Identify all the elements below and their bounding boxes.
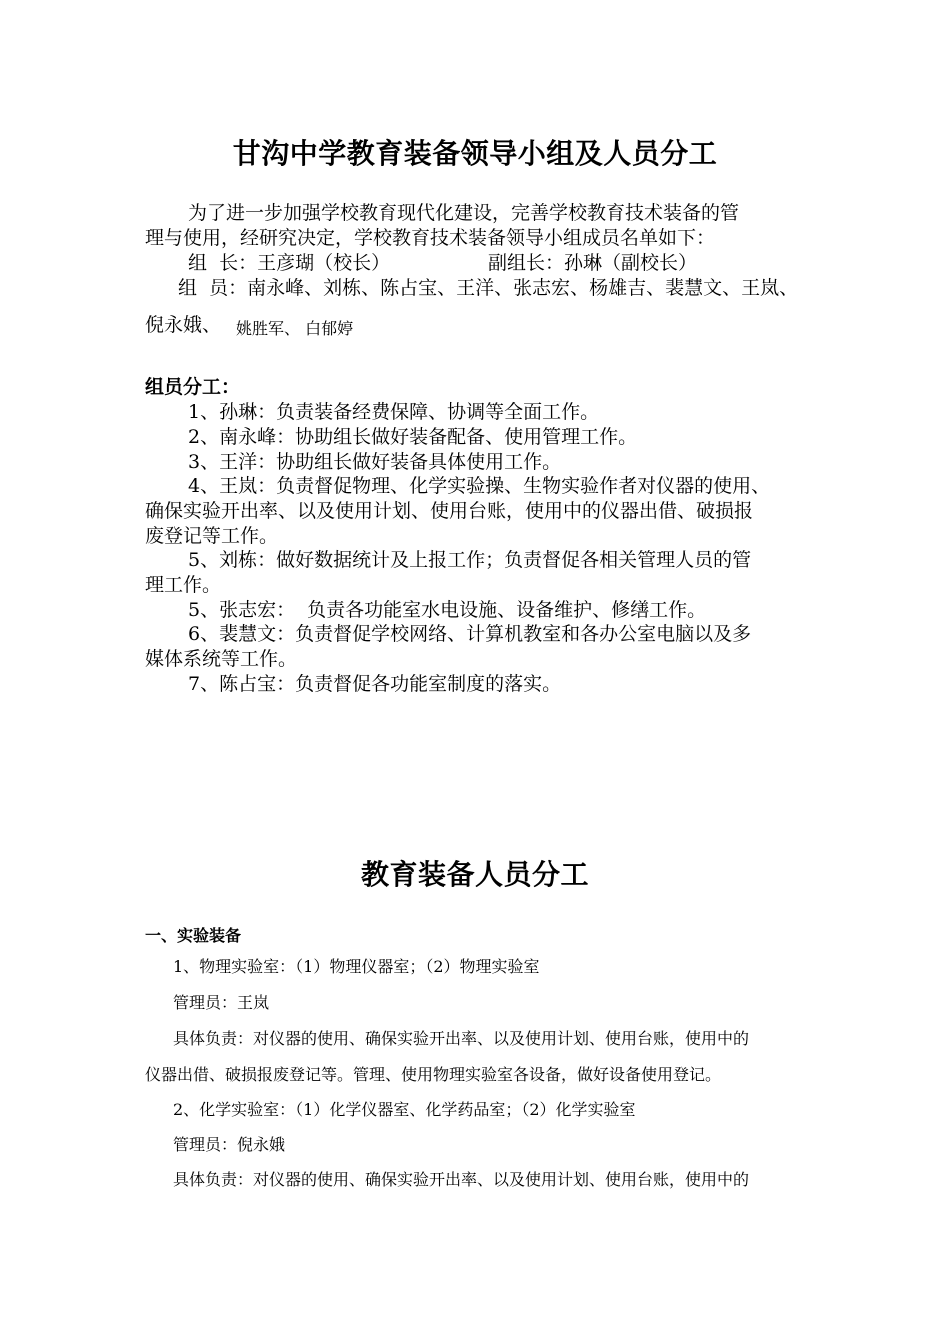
duty-line: 7、陈占宝：负责督促各功能室制度的落实。 <box>188 673 562 695</box>
members-line-1: 组 员：南永峰、刘栋、陈占宝、王洋、张志宏、杨雄吉、裴慧文、王岚、 <box>178 277 799 299</box>
section1-line: 具体负责：对仪器的使用、确保实验开出率、以及使用计划、使用台账，使用中的 <box>173 1029 750 1048</box>
duty-line: 6、裴慧文：负责督促学校网络、计算机教室和各办公室电脑以及多 <box>188 623 752 645</box>
section1-line: 管理员：王岚 <box>173 993 270 1012</box>
members-line-2a: 倪永娥、 <box>145 314 222 336</box>
members-line-2b: 姚胜军、 白郁婷 <box>236 319 354 338</box>
section1-line: 1、物理实验室：（1）物理仪器室；（2）物理实验室 <box>173 957 540 976</box>
duty-line: 确保实验开出率、以及使用计划、使用台账，使用中的仪器出借、破损报 <box>145 500 754 522</box>
leader-line: 组 长：王彦瑚（校长） <box>188 252 391 274</box>
section-title: 教育装备人员分工 <box>360 858 589 891</box>
section1-line: 仪器出借、破损报废登记等。管理、使用物理实验室各设备，做好设备使用登记。 <box>145 1065 722 1084</box>
section1-line: 管理员：倪永娥 <box>173 1135 286 1154</box>
duty-line: 媒体系统等工作。 <box>145 648 298 670</box>
section1-heading: 一、实验装备 <box>145 926 242 945</box>
duty-line: 4、王岚：负责督促物理、化学实验操、生物实验作者对仪器的使用、 <box>188 475 771 497</box>
vice-leader-line: 副组长：孙琳（副校长） <box>488 252 698 274</box>
duty-line: 废登记等工作。 <box>145 525 279 547</box>
division-heading: 组员分工： <box>145 376 241 398</box>
section1-line: 2、化学实验室：（1）化学仪器室、化学药品室；（2）化学实验室 <box>173 1100 636 1119</box>
duty-line: 3、王洋：协助组长做好装备具体使用工作。 <box>188 451 562 473</box>
intro-line-2: 理与使用，经研究决定，学校教育技术装备领导小组成员名单如下： <box>145 227 716 249</box>
duty-line: 2、南永峰：协助组长做好装备配备、使用管理工作。 <box>188 426 638 448</box>
duty-line: 理工作。 <box>145 574 222 596</box>
intro-line-1: 为了进一步加强学校教育现代化建设，完善学校教育技术装备的管 <box>188 202 740 224</box>
section1-line: 具体负责：对仪器的使用、确保实验开出率、以及使用计划、使用台账，使用中的 <box>173 1170 750 1189</box>
duty-line: 1、孙琳：负责装备经费保障、协调等全面工作。 <box>188 401 600 423</box>
duty-line: 5、张志宏： 负责各功能室水电设施、设备维护、修缮工作。 <box>188 599 707 621</box>
document-title: 甘沟中学教育装备领导小组及人员分工 <box>232 137 718 170</box>
duty-line: 5、刘栋：做好数据统计及上报工作；负责督促各相关管理人员的管 <box>188 549 752 571</box>
